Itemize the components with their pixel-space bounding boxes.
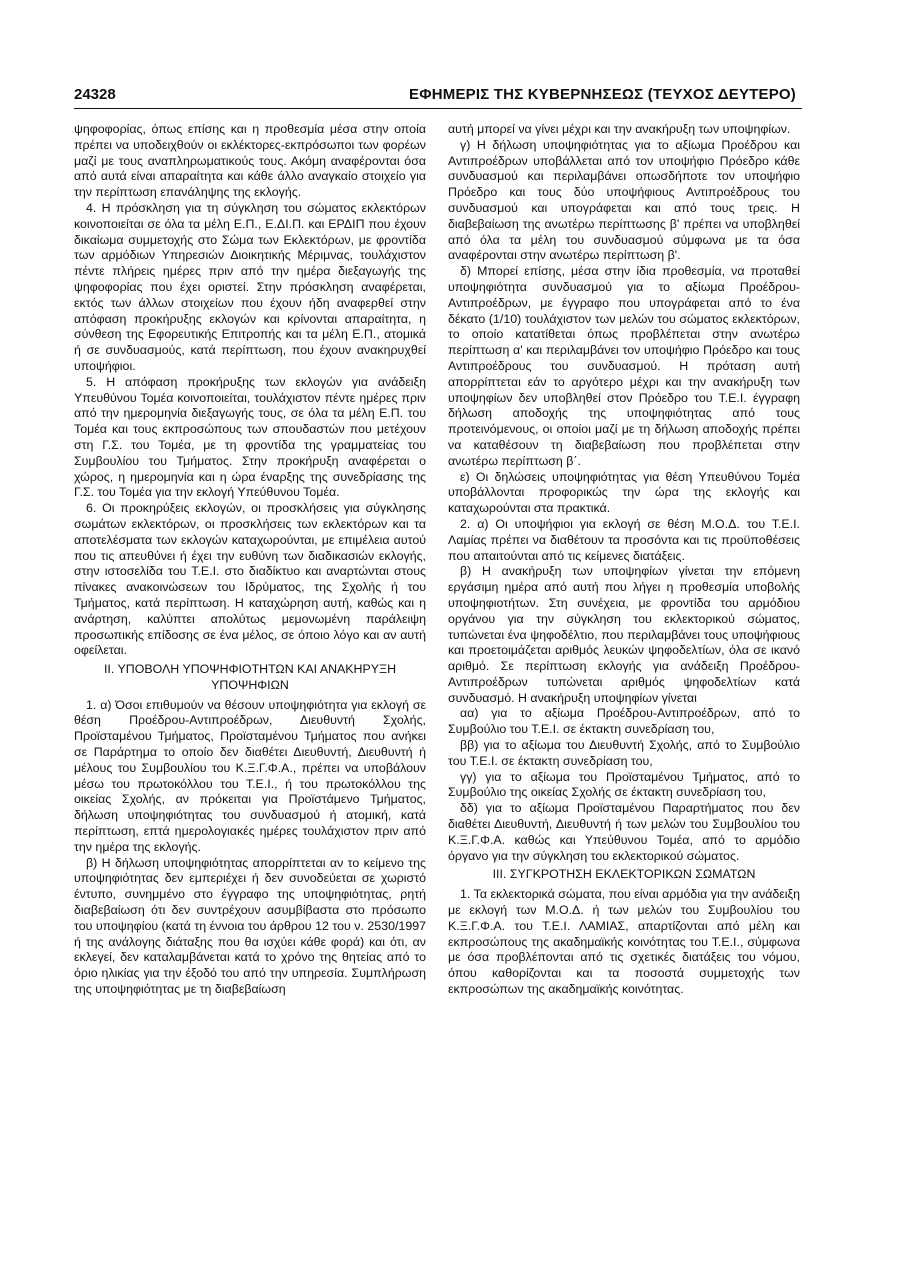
paragraph: β) Η δήλωση υποψηφιότητας απορρίπτεται αν το κείμενο της υποψηφιότητας δεν εμπεριέχει ή δεν συνοδεύεται σε χωριστό έντυπο, συνημμένο στο έγγραφο της υποψηφιότητας, ρητή διαβεβαίωση ότι δεν συντρέχουν ασυμβίβαστα στο πρόσωπο του υποψηφίου (κατά τη έννοια του άρθρου 12 του ν. 2530/1997 ή της ανάλογης διάταξης που θα ισχύει κάθε φορά) και ότι, αν εκλεγεί, δεν καταλαμβάνεται κατά το χρόνο της θητείας από το όριο ηλικίας για την έξοδό του από την υπηρεσία. Συμπλήρωση της υποψηφιότητας με τη διαβεβαίωση [74,855,426,997]
gazette-title: ΕΦΗΜΕΡΙΣ ΤΗΣ ΚΥΒΕΡΝΗΣΕΩΣ (ΤΕΥΧΟΣ ΔΕΥΤΕΡΟ) [409,86,796,103]
paragraph: 1. α) Όσοι επιθυμούν να θέσουν υποψηφιότητα για εκλογή σε θέση Προέδρου-Αντιπροέδρων, Διευθυντή Σχολής, Προϊσταμένου Τμήματος, Προϊσταμένου Τμήματος που ανήκει σε Παράρτημα το οποίο δεν διαθέτει Διευθυντή, Διευθυντή ή μέλους του Συμβουλίου του Κ.Ξ.Γ.Φ.Α., πρέπει να υποβάλουν μέσω του πρωτοκόλλου του Τ.Ε.Ι., ή του πρωτοκόλλου της οικείας Σχολής, αν πρόκειται για Προϊστάμενο Τμήματος, δήλωση υποψηφιότητας του συνδυασμού ή ατομική, κατά περίπτωση, επτά ημερολογιακές ημέρες τουλάχιστον πριν από την ημέρα της εκλογής. [74,697,426,854]
paragraph: 5. Η απόφαση προκήρυξης των εκλογών για ανάδειξη Υπευθύνου Τομέα κοινοποιείται, τουλάχιστον πέντε ημέρες πριν από την ημερομηνία διεξαγωγής τους, σε όλα τα μέλη Ε.Π. του Τομέα και τους εκπροσώπους των σπουδαστών που μετέχουν στη Γ.Σ. του Τομέα, με τη φροντίδα της γραμματείας του Συμβουλίου του Τμήματος. Στην προκήρυξη αναφέρεται ο χώρος, η ημερομηνία και η ώρα έναρξης της συνεδρίασης της Γ.Σ. του Τομέα για την εκλογή Υπεύθυνου Τομέα. [74,374,426,500]
section-heading-line: ΙΙ. ΥΠΟΒΟΛΗ ΥΠΟΨΗΦΙΟΤΗΤΩΝ ΚΑΙ ΑΝΑΚΗΡΥΞΗ [103,662,397,677]
page-header [74,86,802,108]
paragraph: ε) Οι δηλώσεις υποψηφιότητας για θέση Υπευθύνου Τομέα υποβάλλονται προφορικώς την ώρα της εκλογής και καταχωρούνται στα πρακτικά. [448,469,800,516]
paragraph: β) Η ανακήρυξη των υποψηφίων γίνεται την επόμενη εργάσιμη ημέρα από αυτή που λήγει η προθεσμία υποβολής υποψηφιοτήτων. Στη συνέχεια, με φροντίδα του αρμόδιου οργάνου για την σύγκληση του εκλεκτορικού σώματος, τυπώνεται ένα ψηφοδέλτιο, που περιλαμβάνει τους υποψήφιους και προετοιμάζεται αριθμός λευκών ψηφοδελτίων, όλα σε ικανό αριθμό. Σε περίπτωση εκλογής για ανάδειξη Προέδρου-Αντιπροέδρων τυπώνεται αριθμός ψηφοδελτίων κατά συνδυασμό. Η ανακήρυξη υποψηφίων γίνεται [448,564,800,705]
paragraph: 2. α) Οι υποψήφιοι για εκλογή σε θέση Μ.Ο.Δ. του Τ.Ε.Ι. Λαμίας πρέπει να διαθέτουν τα προσόντα και τις προϋποθέσεις που απαιτούνται από τις κείμενες διατάξεις. [448,516,800,563]
paragraph: 1. Τα εκλεκτορικά σώματα, που είναι αρμόδια για την ανάδειξη με εκλογή των Μ.Ο.Δ. ή των μελών του Συμβουλίου του Κ.Ξ.Γ.Φ.Α. του Τ.Ε.Ι. ΛΑΜΙΑΣ, απαρτίζονται από μέλη και εκπροσώπους της ακαδημαϊκής κοινότητας του Τ.Ε.Ι., σύμφωνα με όσα προβλέπονται από τις σχετικές διατάξεις του νόμου, όπου καθορίζονται και τα ποσοστά συμμετοχής των εκπροσώπων της ακαδημαϊκής κοινότητας. [448,887,800,997]
section-heading [448,867,800,883]
paragraph: αα) για το αξίωμα Προέδρου-Αντιπροέδρων, από το Συμβούλιο του Τ.Ε.Ι. σε έκτακτη συνεδρίαση του, [448,706,800,737]
paragraph: δδ) για το αξίωμα Προϊσταμένου Παραρτήματος που δεν διαθέτει Διευθυντή, Διευθυντή ή των μελών του Συμβουλίου του Κ.Ξ.Γ.Φ.Α. καθώς και Υπεύθυνου Τομέα, από το αρμόδιο όργανο για την σύγκληση του εκλεκτορικού σώματος. [448,801,800,863]
right-column [448,122,800,998]
paragraph: ββ) για το αξίωμα του Διευθυντή Σχολής, από το Συμβούλιο του Τ.Ε.Ι. σε έκτακτη συνεδρίαση του, [448,738,800,768]
paragraph: ψηφοφορίας, όπως επίσης και η προθεσμία μέσα στην οποία πρέπει να υποδειχθούν οι εκλέκτορες-εκπρόσωποι των φορέων μαζί με τους αναπληρωματικούς τους. Ακόμη αναφέρονται όσα από αυτά είναι απαραίτητα και κάθε άλλο αναγκαίο στοιχείο για την περίπτωση επανάληψης της εκλογής. [74,122,426,200]
paragraph: δ) Μπορεί επίσης, μέσα στην ίδια προθεσμία, να προταθεί υποψηφιότητα συνδυασμού για το αξίωμα Προέδρου-Αντιπροέδρων, με έγγραφο που υπογράφεται από το ένα δέκατο (1/10) τουλάχιστον των μελών του σώματος εκλεκτόρων, το οποίο κατατίθεται όπως προβλέπεται στην ανωτέρω περίπτωση α' και περιλαμβάνει τον υποψήφιο Πρόεδρο και τους Αντιπροέδρους του συνδυασμού. Η πρόταση αυτή απορρίπτεται εάν το αργότερο μέχρι και την ανακήρυξη των υποψηφίων δεν υποβληθεί στον Πρόεδρο του Τ.Ε.Ι. έγγραφη δήλωση αποδοχής της υποψηφιότητας από τους προτεινόμενους, οι οποίοι μαζί με τη δήλωση αποδοχής πρέπει να καταθέσουν τη διαβεβαίωση που προβλέπεται στην ανωτέρω περίπτωση β΄. [448,264,800,468]
section-heading-line: ΙΙΙ. ΣΥΓΚΡΟΤΗΣΗ ΕΚΛΕΚΤΟΡΙΚΩΝ ΣΩΜΑΤΩΝ [492,867,756,882]
page-number: 24328 [74,86,116,103]
header-rule [74,108,802,109]
paragraph: αυτή μπορεί να γίνει μέχρι και την ανακήρυξη των υποψηφίων. [448,122,791,136]
paragraph: 4. Η πρόσκληση για τη σύγκληση του σώματος εκλεκτόρων κοινοποιείται σε όλα τα μέλη Ε.Π., Ε.ΔΙ.Π. και ΕΡΔΙΠ που έχουν δικαίωμα συμμετοχής στο Σώμα των Εκλεκτόρων, με φροντίδα των αρμόδιων Υπηρεσιών Διοικητικής Μέριμνας, τουλάχιστον πέντε πλήρεις ημέρες πριν από την ημέρα διεξαγωγής της ψηφοφορίας που έχει οριστεί. Στην πρόσκληση αναφέρεται, εκτός των άλλων στοιχείων που έχουν ήδη αναφερθεί στην απόφαση προκήρυξης εκλογών και κρίνονται απαραίτητα, η σύνθεση της Εφορευτικής Επιτροπής και τα μέλη Ε.Π., ατομικά ή σε συνδυασμούς, κατά περίπτωση, που έχουν ανακηρυχθεί υποψήφιοι. [74,200,426,373]
section-heading-line: ΥΠΟΨΗΦΙΩΝ [211,677,289,692]
paragraph: γγ) για το αξίωμα του Προϊσταμένου Τμήματος, από το Συμβούλιο της οικείας Σχολής σε έκτακτη συνεδρίαση του, [448,769,800,800]
paragraph: γ) Η δήλωση υποψηφιότητας για το αξίωμα Προέδρου και Αντιπροέδρων υποβάλλεται από τον υποψήφιο Πρόεδρο κάθε συνδυασμού και περιλαμβάνει οπωσδήποτε τον υποψήφιο Πρόεδρο και τους δύο υποψήφιους Αντιπροέδρους του συνδυασμού και υπογράφεται και από τους τρεις. Η διαβεβαίωση της ανωτέρω περίπτωσης β' πρέπει να υποβληθεί από όλα τα μέλη του συνδυασμού σύμφωνα με τα όσα αναφέρονται στην ανωτέρω περίπτωση β'. [448,137,800,263]
paragraph: 6. Οι προκηρύξεις εκλογών, οι προσκλήσεις για σύγκλησης σωμάτων εκλεκτόρων, οι προσκλήσεις των εκλεκτόρων και τα αποτελέσματα των εκλογών καταχωρούνται, με επιμέλεια αυτού που τις απευθύνει ή έχει την ευθύνη των διαδικασιών εκλογής, στην ιστοσελίδα του Τ.Ε.Ι. στο διαδίκτυο και αναρτώνται στους πίνακες ανακοινώσεων του Ιδρύματος, της Σχολής ή του Τμήματος, κατά περίπτωση. Η καταχώρηση αυτή, καθώς και η ανάρτηση, καλύπτει απολύτως μεμονωμένη παράλειψη προσωπικής επίδοσης σε ένα μέλος, σε όποιο λόγο και αν αυτή οφείλεται. [74,501,426,658]
left-column [74,122,426,998]
section-heading [74,662,426,694]
